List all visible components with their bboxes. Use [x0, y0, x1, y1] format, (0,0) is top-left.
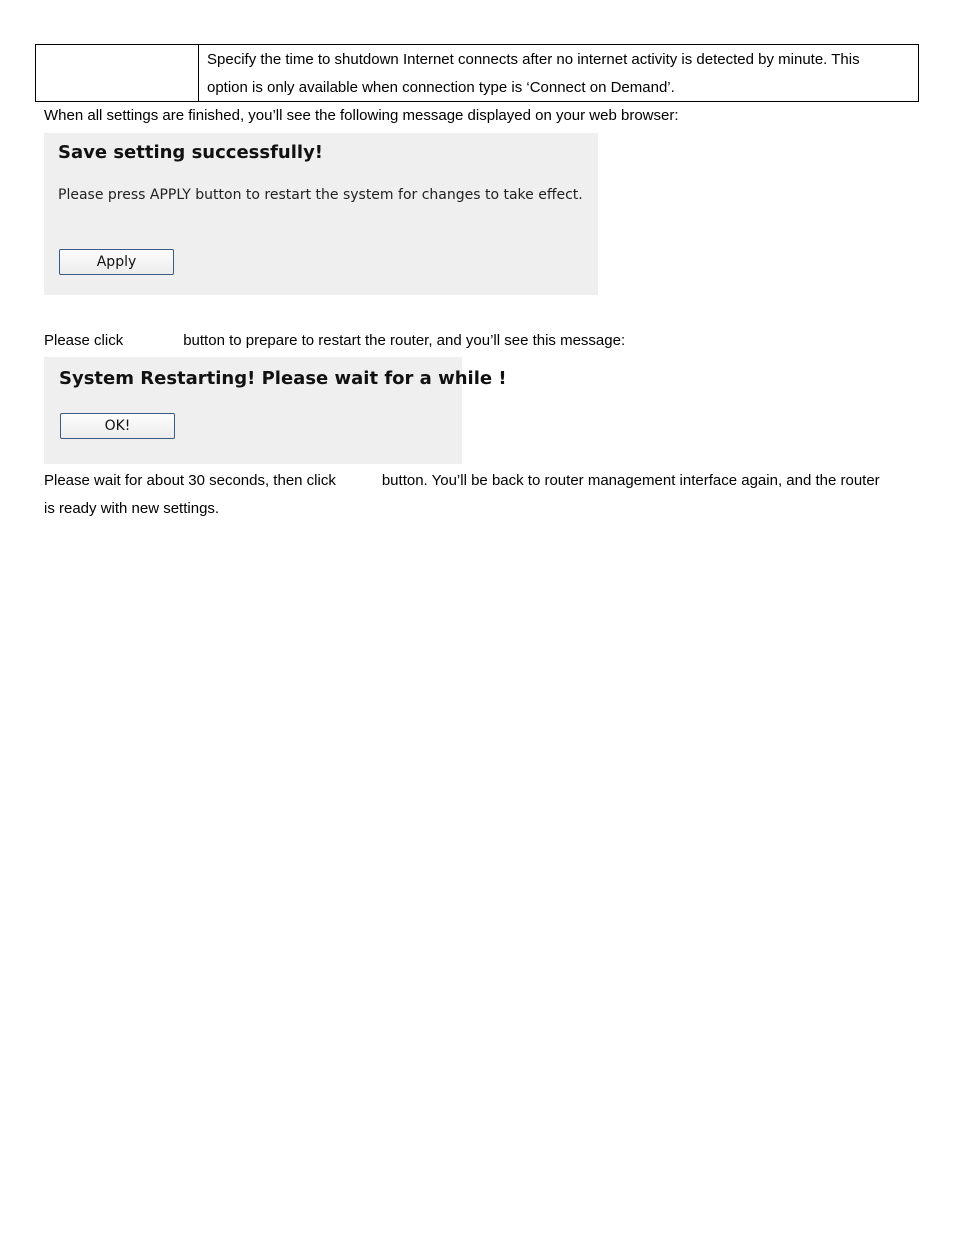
- system-restarting-heading: System Restarting! Please wait for a while !: [59, 368, 507, 389]
- wait-text-after: button. You’ll be back to router management interface again, and the router: [381, 472, 880, 489]
- wait-paragraph-line-2: is ready with new settings.: [44, 500, 220, 517]
- parameter-table: [35, 44, 919, 102]
- parameter-description-line-1: Specify the time to shutdown Internet connects after no internet activity is detected by minute. This: [207, 51, 860, 68]
- click-apply-text-after: button to prepare to restart the router, and you’ll see this message:: [183, 332, 626, 349]
- intro-paragraph: When all settings are finished, you’ll see the following message displayed on your web browser:: [44, 107, 679, 124]
- apply-button[interactable]: Apply: [59, 249, 174, 275]
- ok-button[interactable]: OK!: [60, 413, 175, 439]
- system-restarting-panel: [44, 357, 507, 464]
- click-apply-text-before: Please click: [44, 332, 124, 349]
- click-apply-paragraph: [44, 327, 625, 355]
- save-success-panel: [44, 133, 598, 295]
- save-success-message: Please press APPLY button to restart the system for changes to take effect.: [58, 187, 583, 203]
- parameter-description-line-2: option is only available when connection type is ‘Connect on Demand’.: [207, 79, 675, 96]
- parameter-description-cell: [199, 45, 918, 101]
- parameter-name-cell: [36, 45, 199, 101]
- wait-paragraph-line-1: [44, 467, 880, 495]
- wait-text-before: Please wait for about 30 seconds, then click: [44, 472, 336, 489]
- save-success-heading: Save setting successfully!: [58, 142, 324, 163]
